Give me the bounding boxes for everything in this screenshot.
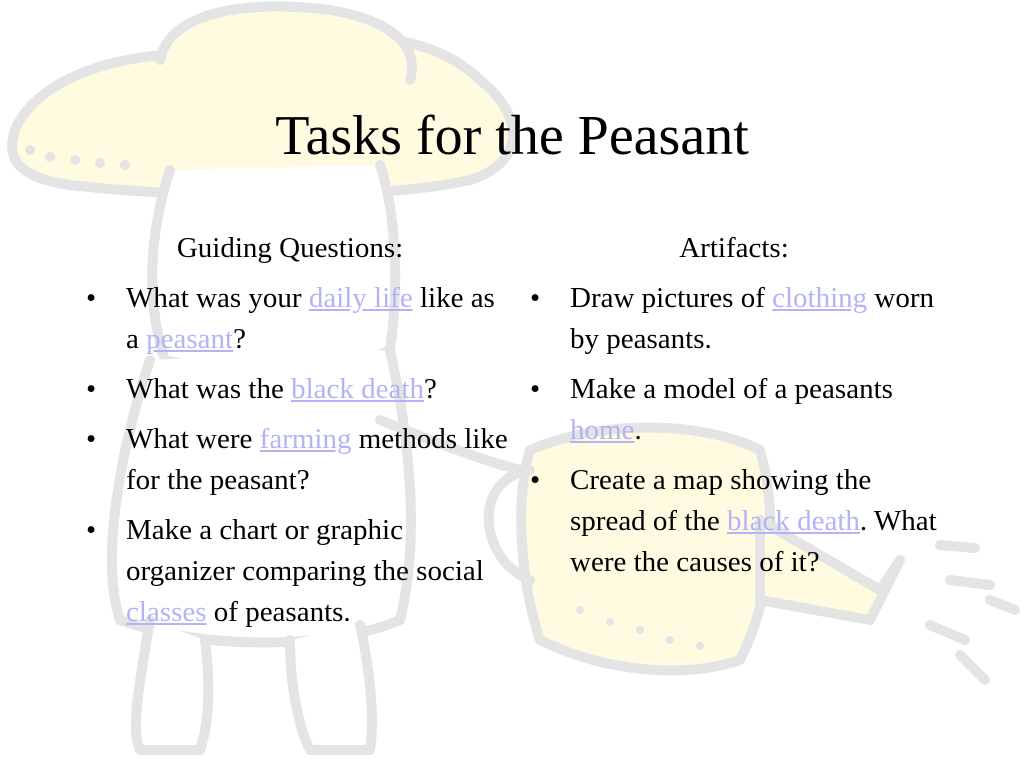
list-item bbox=[524, 369, 944, 451]
item-text: methods like for the peasant? bbox=[126, 423, 508, 496]
list-item bbox=[80, 419, 510, 501]
artifacts-heading: Artifacts: bbox=[679, 232, 789, 264]
artifacts-column bbox=[524, 228, 944, 592]
item-text: What was the bbox=[126, 373, 292, 405]
guiding-questions-column bbox=[80, 228, 510, 642]
hyperlink[interactable]: black death bbox=[727, 505, 860, 537]
item-text: like as a bbox=[126, 282, 495, 355]
bullet-glyph: • bbox=[86, 373, 97, 405]
item-text: Make a model of a peasants bbox=[570, 373, 893, 405]
hyperlink[interactable]: daily life bbox=[308, 282, 413, 314]
list-item bbox=[80, 510, 510, 633]
item-text: Draw pictures of bbox=[570, 282, 773, 314]
artifacts-list bbox=[524, 278, 944, 583]
hyperlink[interactable]: farming bbox=[259, 423, 352, 455]
bullet-glyph: • bbox=[86, 423, 97, 455]
item-text: . bbox=[634, 414, 642, 446]
bullet-glyph: • bbox=[86, 282, 97, 314]
slide-title: Tasks for the Peasant bbox=[275, 105, 749, 167]
list-item bbox=[80, 369, 510, 410]
list-item bbox=[524, 278, 944, 360]
hyperlink[interactable]: black death bbox=[291, 373, 424, 405]
bullet-glyph: • bbox=[530, 373, 541, 405]
bullet-glyph: • bbox=[86, 514, 97, 546]
guiding-questions-list bbox=[80, 278, 510, 633]
hyperlink[interactable]: peasant bbox=[146, 323, 234, 355]
guiding-questions-heading: Guiding Questions: bbox=[176, 232, 404, 264]
item-text: of peasants. bbox=[206, 596, 351, 628]
item-text: Create a map showing the spread of the bbox=[570, 464, 872, 537]
list-item bbox=[80, 278, 510, 360]
hyperlink[interactable]: clothing bbox=[772, 282, 868, 314]
item-text: What were bbox=[126, 423, 260, 455]
hyperlink[interactable]: home bbox=[570, 414, 635, 446]
item-text: ? bbox=[423, 373, 437, 405]
item-text: ? bbox=[233, 323, 246, 355]
item-text: worn by peasants. bbox=[570, 282, 935, 355]
bullet-glyph: • bbox=[530, 282, 541, 314]
item-text: . What were the causes of it? bbox=[570, 505, 937, 578]
bullet-glyph: • bbox=[530, 464, 541, 496]
item-text: Make a chart or graphic organizer comparing the social bbox=[126, 514, 484, 587]
item-text: What was your bbox=[126, 282, 309, 314]
list-item bbox=[524, 460, 944, 583]
hyperlink[interactable]: classes bbox=[126, 596, 207, 628]
